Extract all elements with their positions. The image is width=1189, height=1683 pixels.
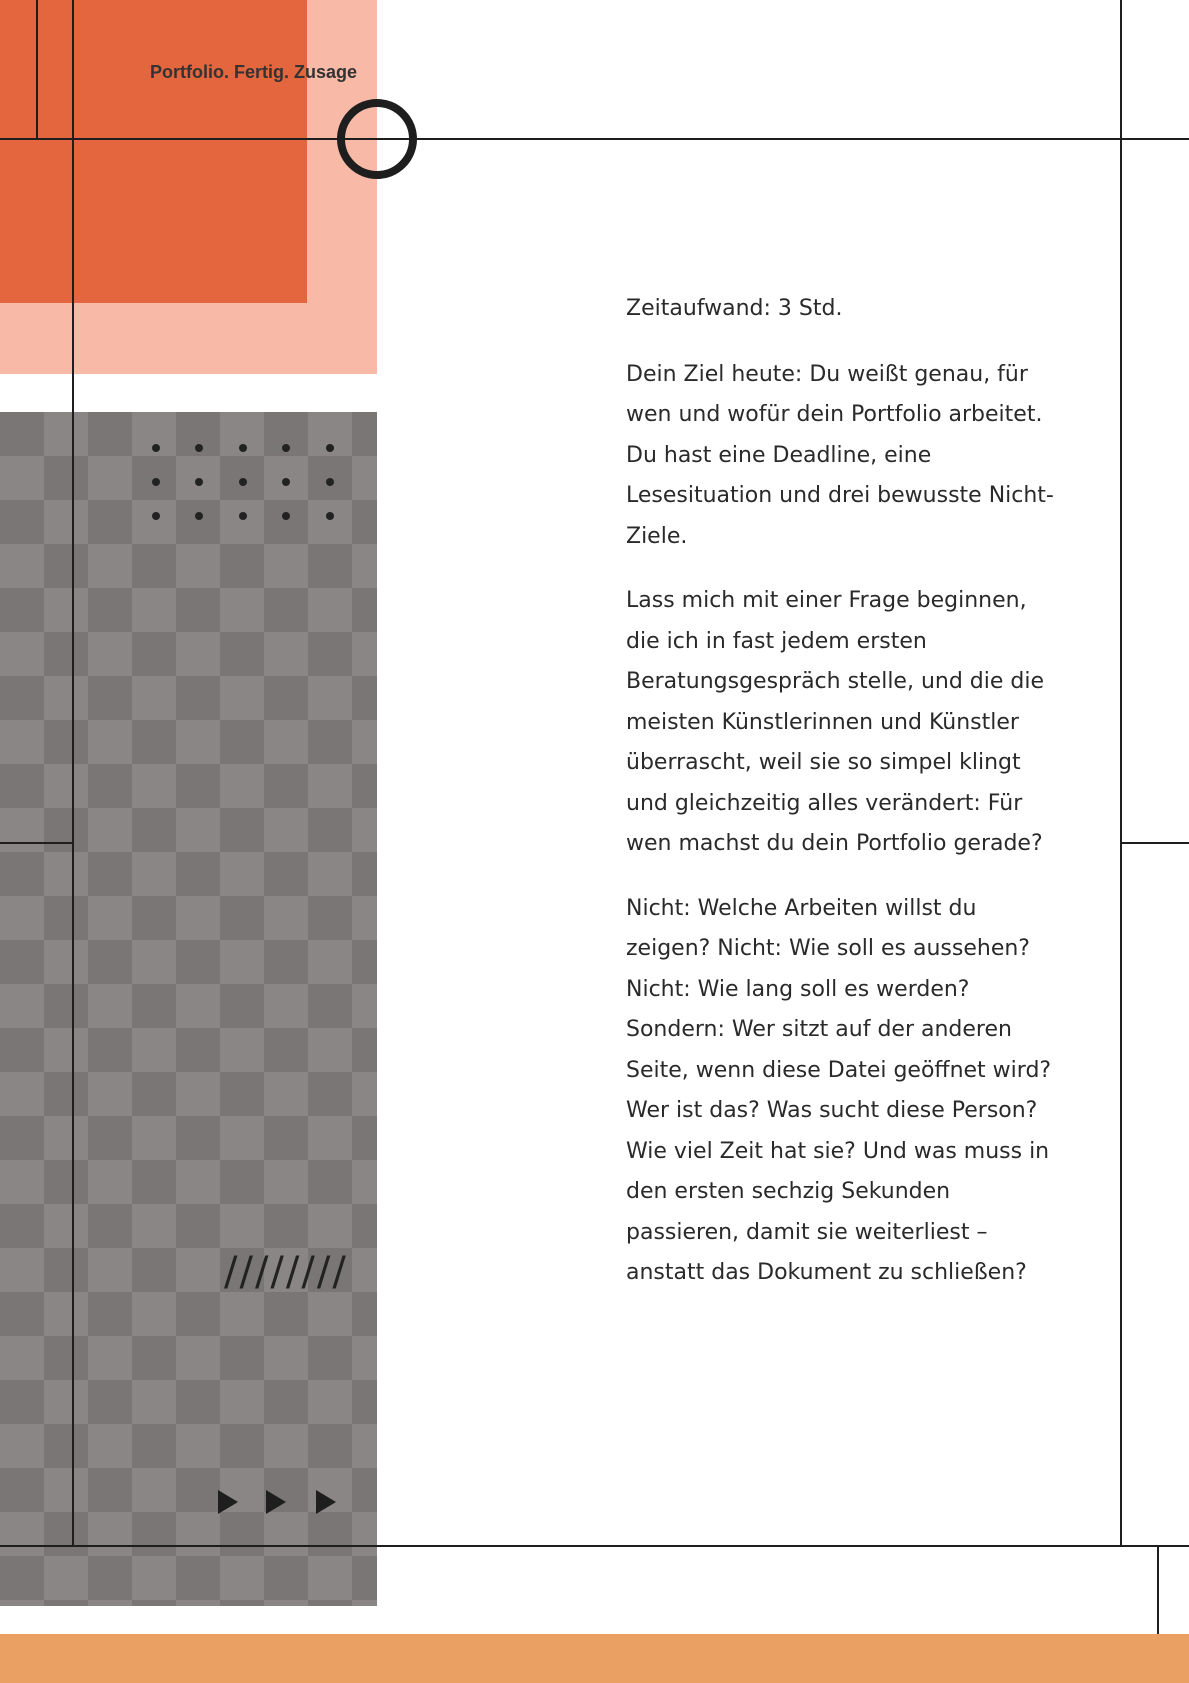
left-guide-short xyxy=(36,0,38,140)
dot-grid-icon xyxy=(140,438,340,528)
orange-block xyxy=(0,0,307,303)
slash-pattern-icon: //////// xyxy=(224,1249,348,1295)
paragraph-audience: Nicht: Welche Arbeiten willst du zeigen? Nicht: Wie soll es aussehen? Nicht: Wie lang soll es werden? Sondern: Wer sitzt auf der anderen Seite, wenn diese Datei geöffnet wird? Wer ist das? Was sucht diese Person? Wie viel Zeit hat sie? Und was muss in den ersten sechzig Sekunden passieren, damit sie weiterliest – anstatt das Dokument zu schließen? xyxy=(626,895,1052,1285)
paragraph-goal: Dein Ziel heute: Du weißt genau, für wen und wofür dein Portfolio arbeitet. Du hast eine Deadline, eine Lesesituation und drei bewusste Nicht-Ziele. xyxy=(626,361,1054,549)
header-label: Portfolio. Fertig. Zusage xyxy=(150,62,358,82)
footer-bar xyxy=(0,1634,1189,1683)
checker-panel xyxy=(0,412,377,1606)
paragraph-question: Lass mich mit einer Frage beginnen, die ich in fast jedem ersten Beratungsgespräch stelle, und die die meisten Künstlerinnen und Künstler überrascht, weil sie so simpel klingt und gleichzeitig alles verändert: Für wen machst du dein Portfolio gerade? xyxy=(626,588,1045,856)
left-mid-tick xyxy=(0,842,73,844)
body-text-column xyxy=(626,289,1066,1318)
top-rule xyxy=(0,138,1189,140)
time-estimate: Zeitaufwand: 3 Std. xyxy=(626,296,843,321)
bottom-rule xyxy=(0,1545,1189,1547)
ring-icon xyxy=(336,98,418,180)
play-arrow-icon xyxy=(212,1486,342,1518)
right-guide xyxy=(1120,0,1122,1547)
footer-guide xyxy=(1157,1545,1159,1634)
left-guide xyxy=(72,0,74,1547)
right-mid-tick xyxy=(1121,842,1189,844)
